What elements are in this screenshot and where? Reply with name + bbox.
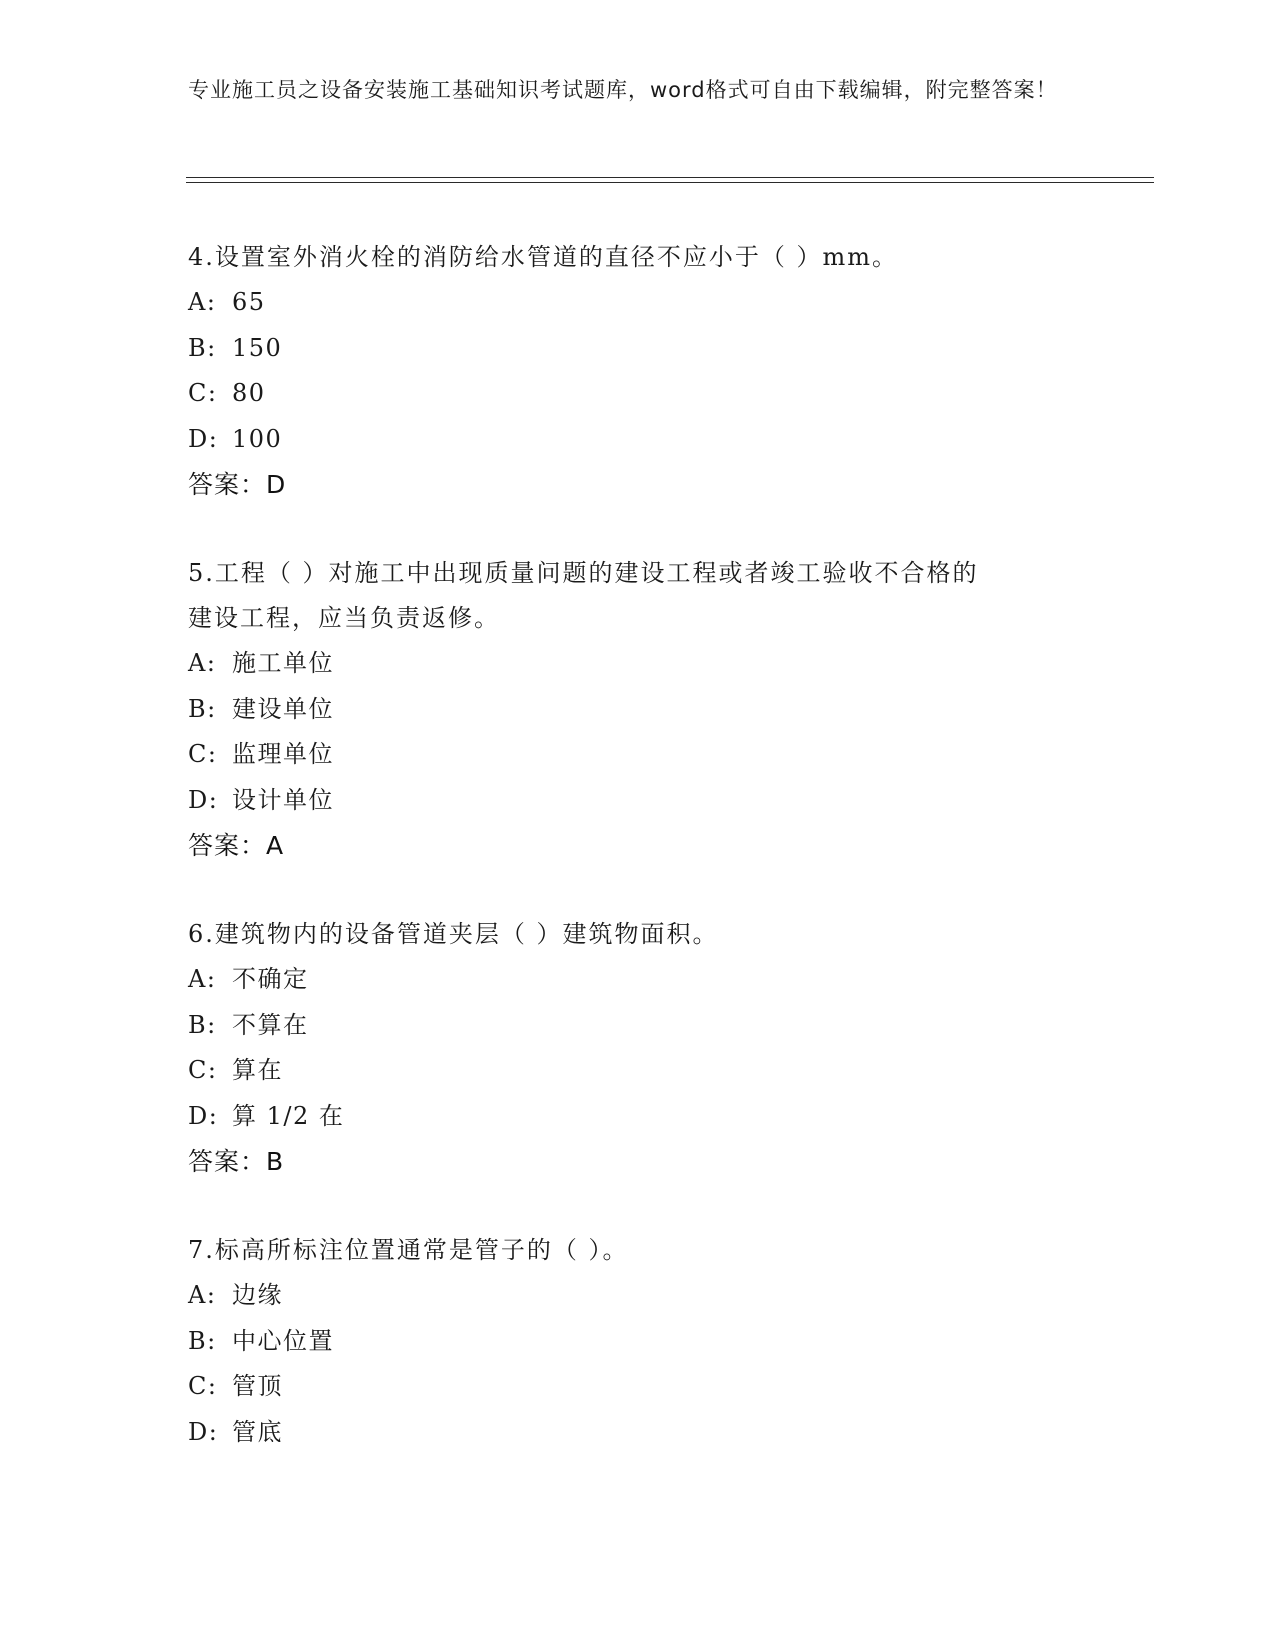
question-stem: 5.工程（ ）对施工中出现质量问题的建设工程或者竣工验收不合格的	[188, 559, 979, 587]
option-b	[188, 687, 1088, 733]
option-text: 建设单位	[232, 694, 334, 723]
option-text: 施工单位	[232, 649, 334, 677]
answer-line: 答案：D	[188, 470, 287, 499]
answer-line: 答案：B	[188, 1147, 285, 1176]
option-text: 不确定	[232, 965, 309, 993]
option-key: C:	[188, 1372, 218, 1400]
option-key: D:	[188, 424, 219, 453]
option-key: A:	[188, 965, 217, 993]
question-5	[188, 551, 1088, 868]
option-a	[188, 957, 1088, 1003]
question-stem: 6.建筑物内的设备管道夹层（ ）建筑物面积。	[188, 920, 719, 948]
option-key: C:	[188, 379, 218, 407]
answer-line: 答案：A	[188, 831, 285, 860]
option-d	[188, 1094, 1088, 1140]
option-key: C:	[188, 1056, 218, 1084]
option-key: D:	[188, 1101, 219, 1130]
question-6	[188, 912, 1088, 1184]
option-text: 65	[232, 288, 266, 316]
option-a	[188, 1273, 1088, 1319]
question-4	[188, 235, 1088, 507]
question-list	[188, 235, 1088, 1499]
option-key: C:	[188, 740, 218, 768]
option-c	[188, 1364, 1088, 1410]
option-key: A:	[188, 288, 217, 316]
option-text: 80	[232, 379, 266, 407]
option-d	[188, 1410, 1088, 1456]
option-c	[188, 371, 1088, 417]
option-b	[188, 1319, 1088, 1365]
option-text: 算在	[232, 1056, 283, 1084]
option-key: D:	[188, 785, 219, 814]
option-key: A:	[188, 649, 217, 677]
option-text: 设计单位	[232, 785, 334, 814]
option-c	[188, 732, 1088, 778]
option-text: 算 1/2 在	[232, 1101, 345, 1130]
option-key: A:	[188, 1281, 217, 1309]
option-text: 100	[232, 424, 283, 453]
header-rule-top	[186, 177, 1154, 178]
header-rule-bottom	[186, 182, 1154, 183]
option-text: 管顶	[232, 1372, 283, 1400]
option-key: D:	[188, 1417, 219, 1446]
option-d	[188, 778, 1088, 824]
question-stem-continued: 建设工程，应当负责返修。	[188, 604, 500, 632]
option-text: 边缘	[232, 1281, 283, 1309]
question-stem: 7.标高所标注位置通常是管子的（ ）。	[188, 1236, 629, 1264]
option-key: B:	[188, 1010, 217, 1039]
option-key: B:	[188, 333, 217, 362]
option-d	[188, 417, 1088, 463]
option-c	[188, 1048, 1088, 1094]
option-text: 150	[232, 333, 283, 362]
option-text: 监理单位	[232, 740, 334, 768]
option-text: 中心位置	[232, 1326, 334, 1355]
question-7	[188, 1228, 1088, 1455]
option-a	[188, 280, 1088, 326]
option-key: B:	[188, 694, 217, 723]
option-b	[188, 326, 1088, 372]
option-a	[188, 641, 1088, 687]
option-text: 不算在	[232, 1010, 309, 1039]
document-header: 专业施工员之设备安装施工基础知识考试题库，word格式可自由下载编辑，附完整答案！	[188, 78, 1058, 102]
question-stem: 4.设置室外消火栓的消防给水管道的直径不应小于（ ）mm。	[188, 243, 899, 271]
option-b	[188, 1003, 1088, 1049]
option-text: 管底	[232, 1417, 283, 1446]
option-key: B:	[188, 1326, 217, 1355]
